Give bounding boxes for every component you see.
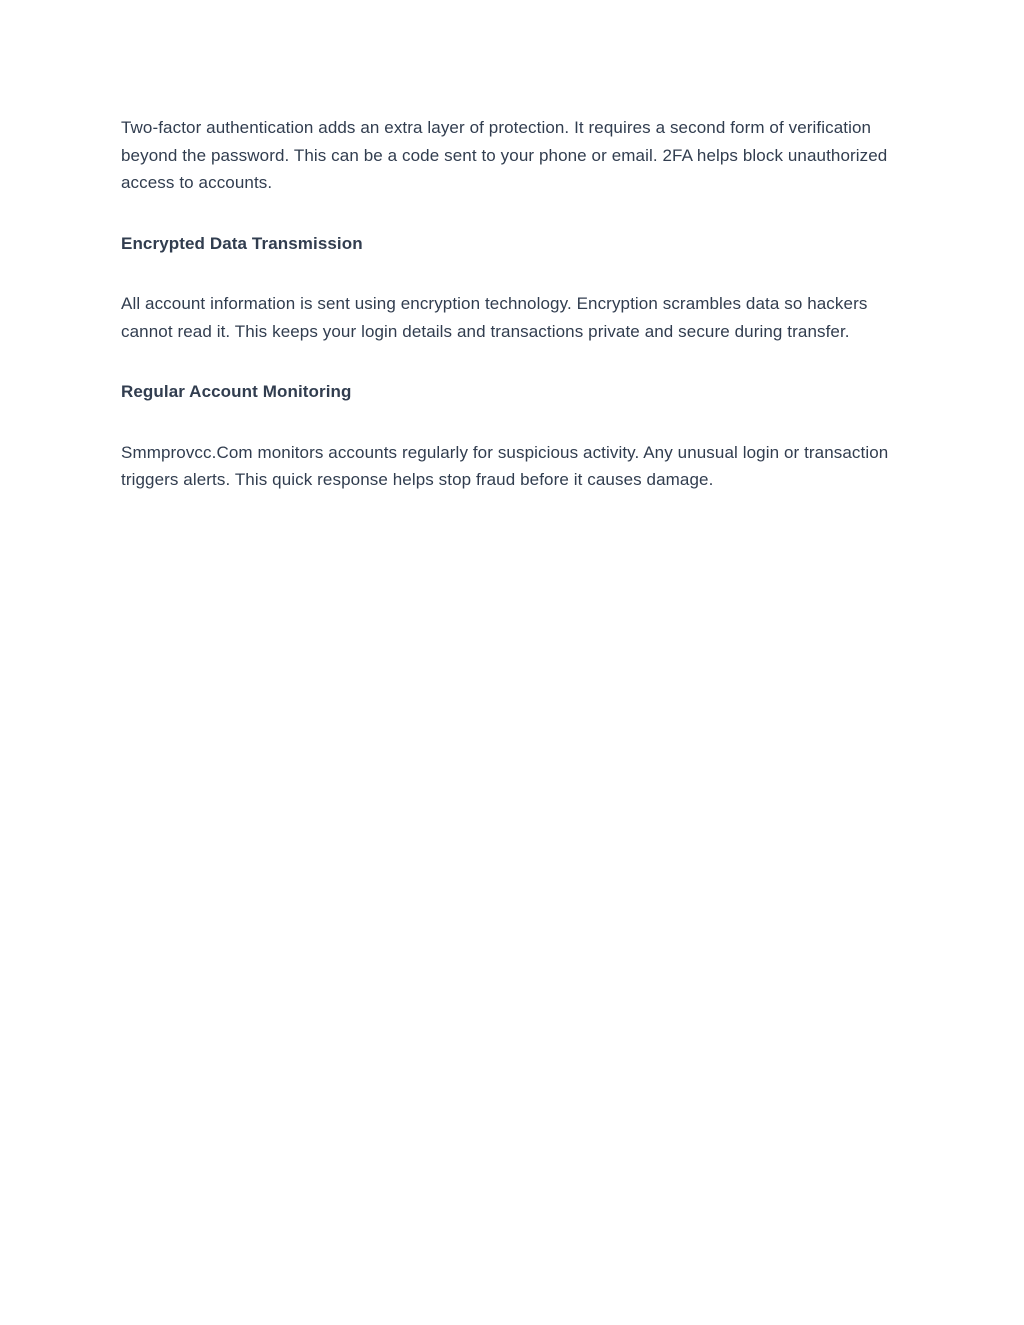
article-body — [121, 114, 909, 494]
paragraph-two-factor-authentication: Two-factor authentication adds an extra layer of protection. It requires a second form of verification beyond the password. This can be a code sent to your phone or email. 2FA helps block unauthorized access to accounts. — [121, 118, 888, 192]
paragraph-regular-account-monitoring: Smmprovcc.Com monitors accounts regularly for suspicious activity. Any unusual login or transaction triggers alerts. This quick response helps stop fraud before it causes damage. — [121, 442, 889, 489]
paragraph-encrypted-data-transmission: All account information is sent using encryption technology. Encryption scrambles data so hackers cannot read it. This keeps your login details and transactions private and secure during transfer. — [121, 294, 868, 341]
heading-encrypted-data-transmission: Encrypted Data Transmission — [121, 233, 363, 253]
heading-regular-account-monitoring: Regular Account Monitoring — [121, 382, 352, 401]
